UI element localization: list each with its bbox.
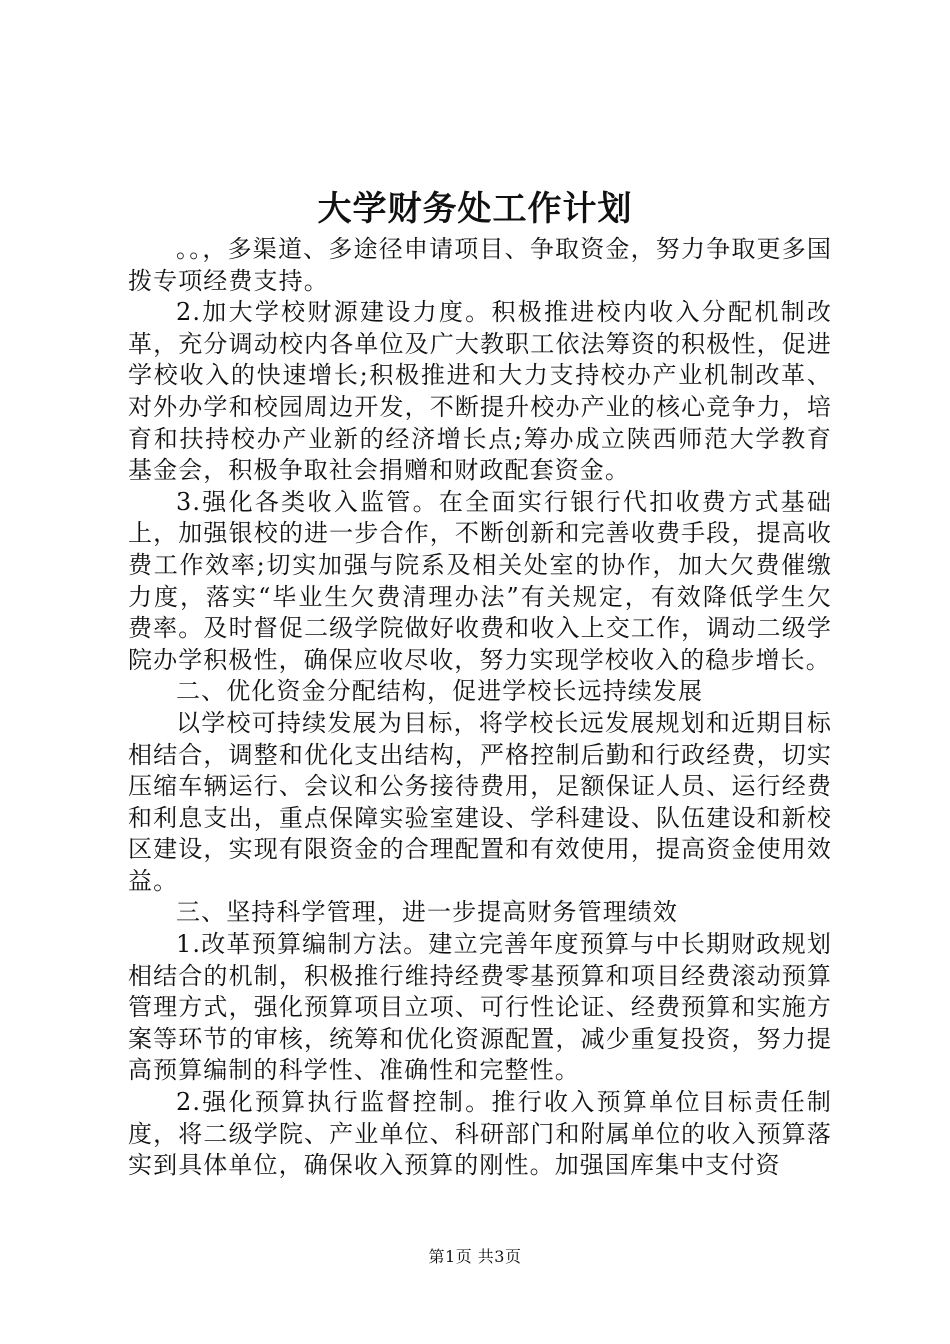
section-heading-2: 二、优化资金分配结构，促进学校长远持续发展: [176, 677, 704, 706]
paragraph-3: 3.强化各类收入监管。在全面实行银行代扣收费方式基础上，加强银校的进一步合作，不断创新和完善收费手段，提高收费工作效率;切实加强与院系及相关处室的协作，加大欠费催缴力度，落实“毕业生欠费清理办法”有关规定，有效降低学生欠费率。及时督促二级学院做好收费和收入上交工作，调动二级学院办学积极性，确保应收尽收，努力实现学校收入的稳步增长。: [128, 487, 832, 674]
paragraph-1: 。。，多渠道、多途径申请项目、争取资金，努力争取更多国拨专项经费支持。: [128, 235, 832, 295]
paragraph-4: 以学校可持续发展为目标，将学校长远发展规划和近期目标相结合，调整和优化支出结构，严格控制后勤和行政经费，切实压缩车辆运行、会议和公务接待费用，足额保证人员、运行经费和利息支出，重点保障实验室建设、学科建设、队伍建设和新校区建设，实现有限资金的合理配置和有效使用，提高资金使用效益。: [128, 708, 832, 895]
paragraph-5: 1.改革预算编制方法。建立完善年度预算与中长期财政规划相结合的机制，积极推行维持经费零基预算和项目经费滚动预算管理方式，强化预算项目立项、可行性论证、经费预算和实施方案等环节的审核，统筹和优化资源配置，减少重复投资，努力提高预算编制的科学性、准确性和完整性。: [128, 930, 832, 1085]
document-body: [128, 234, 832, 1182]
page-footer: 第1页 共3页: [428, 1247, 522, 1266]
section-heading-3: 三、坚持科学管理，进一步提高财务管理绩效: [176, 898, 678, 927]
paragraph-6: 2.强化预算执行监督控制。推行收入预算单位目标责任制度，将二级学院、产业单位、科研部门和附属单位的收入预算落实到具体单位，确保收入预算的刚性。加强国库集中支付资: [128, 1088, 832, 1180]
paragraph-2: 2.加大学校财源建设力度。积极推进校内收入分配机制改革，充分调动校内各单位及广大教职工依法筹资的积极性，促进学校收入的快速增长;积极推进和大力支持校办产业机制改革、对外办学和校园周边开发，不断提升校办产业的核心竞争力，培育和扶持校办产业新的经济增长点;筹办成立陕西师范大学教育基金会，积极争取社会捐赠和财政配套资金。: [128, 298, 832, 485]
document-title: 大学财务处工作计划: [317, 189, 633, 229]
